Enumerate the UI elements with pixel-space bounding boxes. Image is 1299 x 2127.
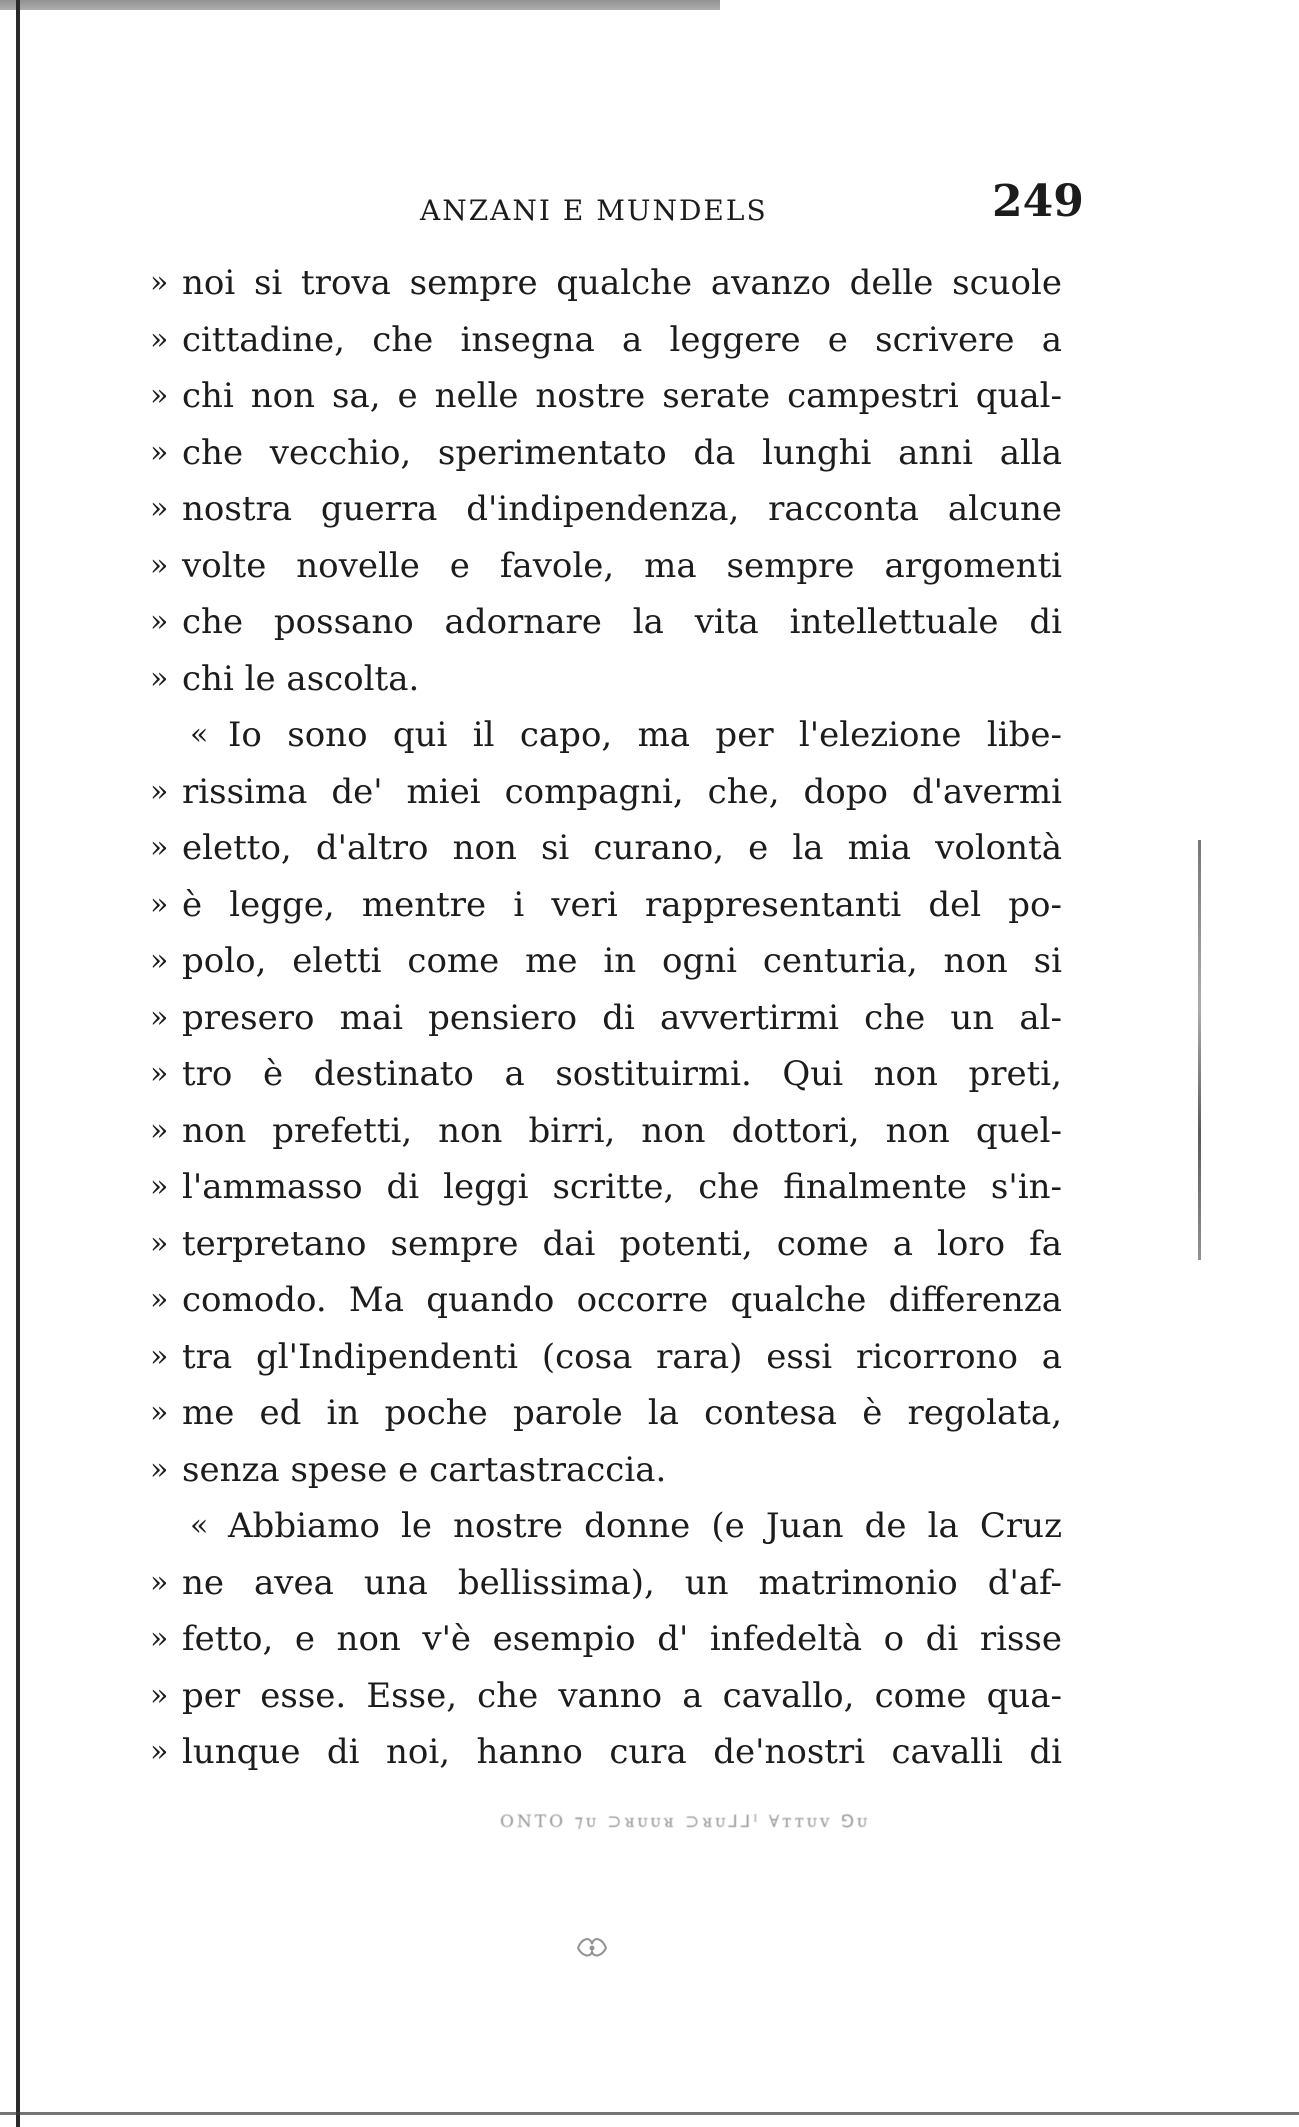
bleed-through-text: ONTO ⁊ᴜ ⊃ᴚᴜᴜᴚ ⊃ᴚᴜ⅃⅃ᴵ ∀ᴛᴛᴜᴠ ⅁ᴜ (500, 1812, 871, 1832)
line-text: chi non sa, e nelle nostre serate campestri qual- (182, 376, 1062, 416)
printer-ornament-icon (572, 1930, 612, 1966)
line-text: che vecchio, sperimentato da lunghi anni alla (182, 432, 1062, 473)
line-text: lunque di noi, hanno cura de'nostri cavalli di (182, 1732, 1062, 1772)
quote-mark: « (190, 1508, 209, 1543)
quote-mark: » (150, 1395, 169, 1430)
page-footer (500, 1812, 1060, 1852)
scan-top-edge (0, 0, 720, 10)
quote-mark: « (190, 717, 209, 752)
text-line (150, 481, 1062, 538)
text-line (150, 990, 1062, 1047)
text-line (150, 255, 1062, 312)
quote-mark: » (150, 547, 169, 583)
quote-mark: » (150, 999, 169, 1035)
text-line (150, 312, 1062, 369)
text-line (150, 1442, 1062, 1499)
quote-mark: » (150, 943, 169, 978)
line-text: nostra guerra d'indipendenza, racconta alcune (182, 489, 1062, 529)
text-body (150, 255, 1062, 1781)
page-number: 249 (992, 176, 1084, 227)
text-line (150, 820, 1062, 877)
quote-mark: » (150, 1677, 169, 1713)
quote-mark: » (150, 1282, 169, 1317)
quote-mark: » (150, 1225, 169, 1261)
line-text: eletto, d'altro non si curano, e la mia volontà (182, 828, 1062, 868)
running-head: ANZANI E MUNDELS (420, 194, 768, 227)
line-text: che possano adornare la vita intellettuale di (182, 602, 1062, 642)
text-line (150, 1611, 1062, 1668)
quote-mark: » (150, 773, 169, 809)
quote-mark: » (150, 1056, 169, 1091)
line-text: l'ammasso di leggi scritte, che finalmente s'in- (182, 1167, 1062, 1207)
quote-mark: » (150, 1112, 169, 1148)
text-line (150, 1272, 1062, 1329)
text-line (150, 1216, 1062, 1273)
quote-mark: » (150, 321, 169, 357)
line-text: terpretano sempre dai potenti, come a loro fa (182, 1223, 1062, 1264)
line-text: comodo. Ma quando occorre qualche differenza (182, 1280, 1062, 1320)
text-line (150, 368, 1062, 425)
text-line (150, 1668, 1062, 1725)
line-text: volte novelle e favole, ma sempre argomenti (182, 545, 1062, 586)
text-line (150, 1555, 1062, 1612)
text-line (150, 877, 1062, 934)
quote-mark: » (150, 265, 169, 300)
line-text: senza spese e cartastraccia. (182, 1449, 667, 1490)
text-line (150, 1385, 1062, 1442)
scan-left-edge (16, 0, 20, 2127)
text-line (150, 1046, 1062, 1103)
text-line (150, 651, 1062, 708)
quote-mark: » (150, 434, 169, 470)
scan-bottom-edge (0, 2112, 1299, 2115)
line-text: presero mai pensiero di avvertirmi che un al- (182, 997, 1062, 1038)
quote-mark: » (150, 886, 169, 922)
line-text: ne avea una bellissima), un matrimonio d'af- (182, 1562, 1062, 1603)
quote-mark: » (150, 830, 169, 865)
quote-mark: » (150, 1451, 169, 1487)
line-text: rissima de' miei compagni, che, dopo d'avermi (182, 771, 1062, 812)
line-text: polo, eletti come me in ogni centuria, non si (182, 941, 1062, 981)
text-line (150, 764, 1062, 821)
quote-mark: » (150, 378, 169, 413)
page-header (150, 176, 1084, 236)
quote-mark: » (150, 1734, 169, 1769)
line-text: fetto, e non v'è esempio d' infedeltà o di risse (182, 1619, 1062, 1659)
quote-mark: » (150, 1564, 169, 1600)
line-text: non prefetti, non birri, non dottori, non quel- (182, 1110, 1062, 1151)
text-line (150, 1724, 1062, 1781)
text-line (150, 1103, 1062, 1160)
text-line (150, 425, 1062, 482)
quote-mark: » (150, 1621, 169, 1656)
line-text: chi le ascolta. (182, 658, 420, 699)
text-line (150, 538, 1062, 595)
line-text: me ed in poche parole la contesa è regolata, (182, 1393, 1062, 1433)
quote-mark: » (150, 1169, 169, 1204)
text-line (150, 1159, 1062, 1216)
quote-mark: » (150, 1338, 169, 1374)
line-text: Io sono qui il capo, ma per l'elezione libe- (228, 715, 1062, 755)
line-text: Abbiamo le nostre donne (e Juan de la Cruz (228, 1506, 1062, 1546)
quote-mark: » (150, 491, 169, 526)
line-text: cittadine, che insegna a leggere e scrivere a (182, 319, 1062, 360)
quote-mark: » (150, 604, 169, 639)
text-line (150, 1329, 1062, 1386)
text-line (150, 707, 1062, 764)
margin-scan-mark (1198, 840, 1201, 1260)
line-text: tra gl'Indipendenti (cosa rara) essi ricorrono a (182, 1336, 1062, 1377)
quote-mark: » (150, 660, 169, 696)
line-text: noi si trova sempre qualche avanzo delle scuole (182, 263, 1062, 303)
text-line (150, 594, 1062, 651)
line-text: per esse. Esse, che vanno a cavallo, come qua- (182, 1675, 1062, 1716)
line-text: è legge, mentre i veri rappresentanti del po- (182, 884, 1062, 925)
line-text: tro è destinato a sostituirmi. Qui non preti, (182, 1054, 1062, 1094)
text-line (150, 933, 1062, 990)
text-line (150, 1498, 1062, 1555)
